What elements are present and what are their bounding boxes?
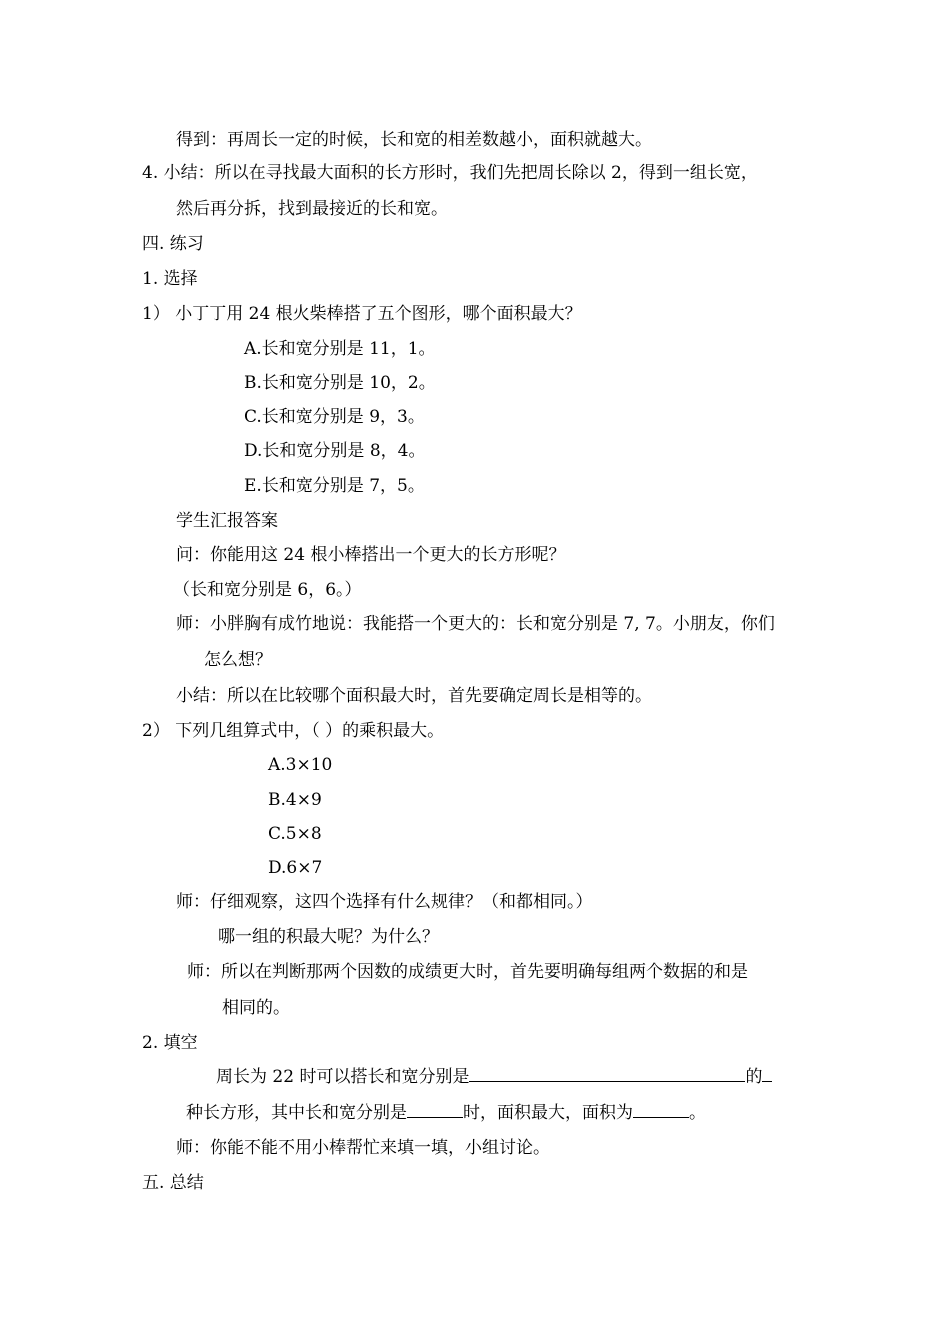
- heading-fill-blank: 2. 填空: [142, 1033, 198, 1053]
- fill-blank-text-5: 。: [689, 1103, 706, 1123]
- option-d: D.长和宽分别是 8，4。: [244, 441, 426, 461]
- question-bigger: 问：你能用这 24 根小棒搭出一个更大的长方形呢？: [176, 545, 566, 565]
- option-c: C.长和宽分别是 9，3。: [244, 407, 425, 427]
- summary-perimeter: 小结：所以在比较哪个面积最大时，首先要确定周长是相等的。: [176, 686, 652, 706]
- blank-3[interactable]: [407, 1101, 463, 1118]
- blank-2[interactable]: [762, 1065, 772, 1082]
- line-conclusion: 得到：再周长一定的时候，长和宽的相差数越小，面积就越大。: [176, 130, 652, 150]
- teacher-observe: 师：仔细观察，这四个选择有什么规律？（和都相同。）: [176, 892, 593, 912]
- teacher-line-2-cont: 相同的。: [222, 998, 290, 1018]
- answer-6-6: （长和宽分别是 6，6。）: [173, 580, 362, 600]
- heading-choice: 1. 选择: [142, 269, 198, 289]
- option-2b: B.4×9: [268, 790, 322, 810]
- which-product-largest: 哪一组的积最大呢？为什么？: [218, 927, 439, 947]
- option-b: B.长和宽分别是 10，2。: [244, 373, 436, 393]
- fill-blank-text-2: 的: [745, 1067, 763, 1087]
- teacher-line-2: 师：所以在判断那两个因数的成绩更大时，首先要明确每组两个数据的和是: [187, 962, 748, 982]
- blank-4[interactable]: [633, 1101, 689, 1118]
- heading-summary: 五. 总结: [142, 1173, 204, 1193]
- fill-blank-text-1: 周长为 22 时可以搭长和宽分别是: [216, 1067, 470, 1087]
- option-e: E.长和宽分别是 7，5。: [244, 476, 425, 496]
- option-2c: C.5×8: [268, 824, 322, 844]
- fill-blank-line-1: [216, 1065, 772, 1089]
- teacher-line-1-cont: 怎么想？: [204, 650, 272, 670]
- option-a: A.长和宽分别是 11，1。: [244, 339, 436, 359]
- blank-1[interactable]: [469, 1065, 745, 1082]
- fill-blank-text-4: 时，面积最大，面积为: [463, 1103, 633, 1123]
- student-report: 学生汇报答案: [176, 511, 278, 531]
- question-1: 1） 小丁丁用 24 根火柴棒搭了五个图形，哪个面积最大？: [142, 304, 582, 324]
- line-summary-4-cont: 然后再分拆，找到最接近的长和宽。: [176, 199, 448, 219]
- teacher-discuss: 师：你能不能不用小棒帮忙来填一填，小组讨论。: [176, 1138, 550, 1158]
- question-2: 2） 下列几组算式中，（ ）的乘积最大。: [142, 721, 445, 741]
- fill-blank-line-2: [186, 1101, 706, 1125]
- teacher-line-1: 师：小胖胸有成竹地说：我能搭一个更大的：长和宽分别是 7, 7。小朋友，你们: [176, 614, 775, 634]
- heading-practice: 四. 练习: [142, 234, 204, 254]
- fill-blank-text-3: 种长方形，其中长和宽分别是: [186, 1103, 407, 1123]
- line-summary-4: 4. 小结：所以在寻找最大面积的长方形时，我们先把周长除以 2，得到一组长宽，: [142, 163, 758, 183]
- option-2a: A.3×10: [268, 755, 333, 775]
- option-2d: D.6×7: [268, 858, 323, 878]
